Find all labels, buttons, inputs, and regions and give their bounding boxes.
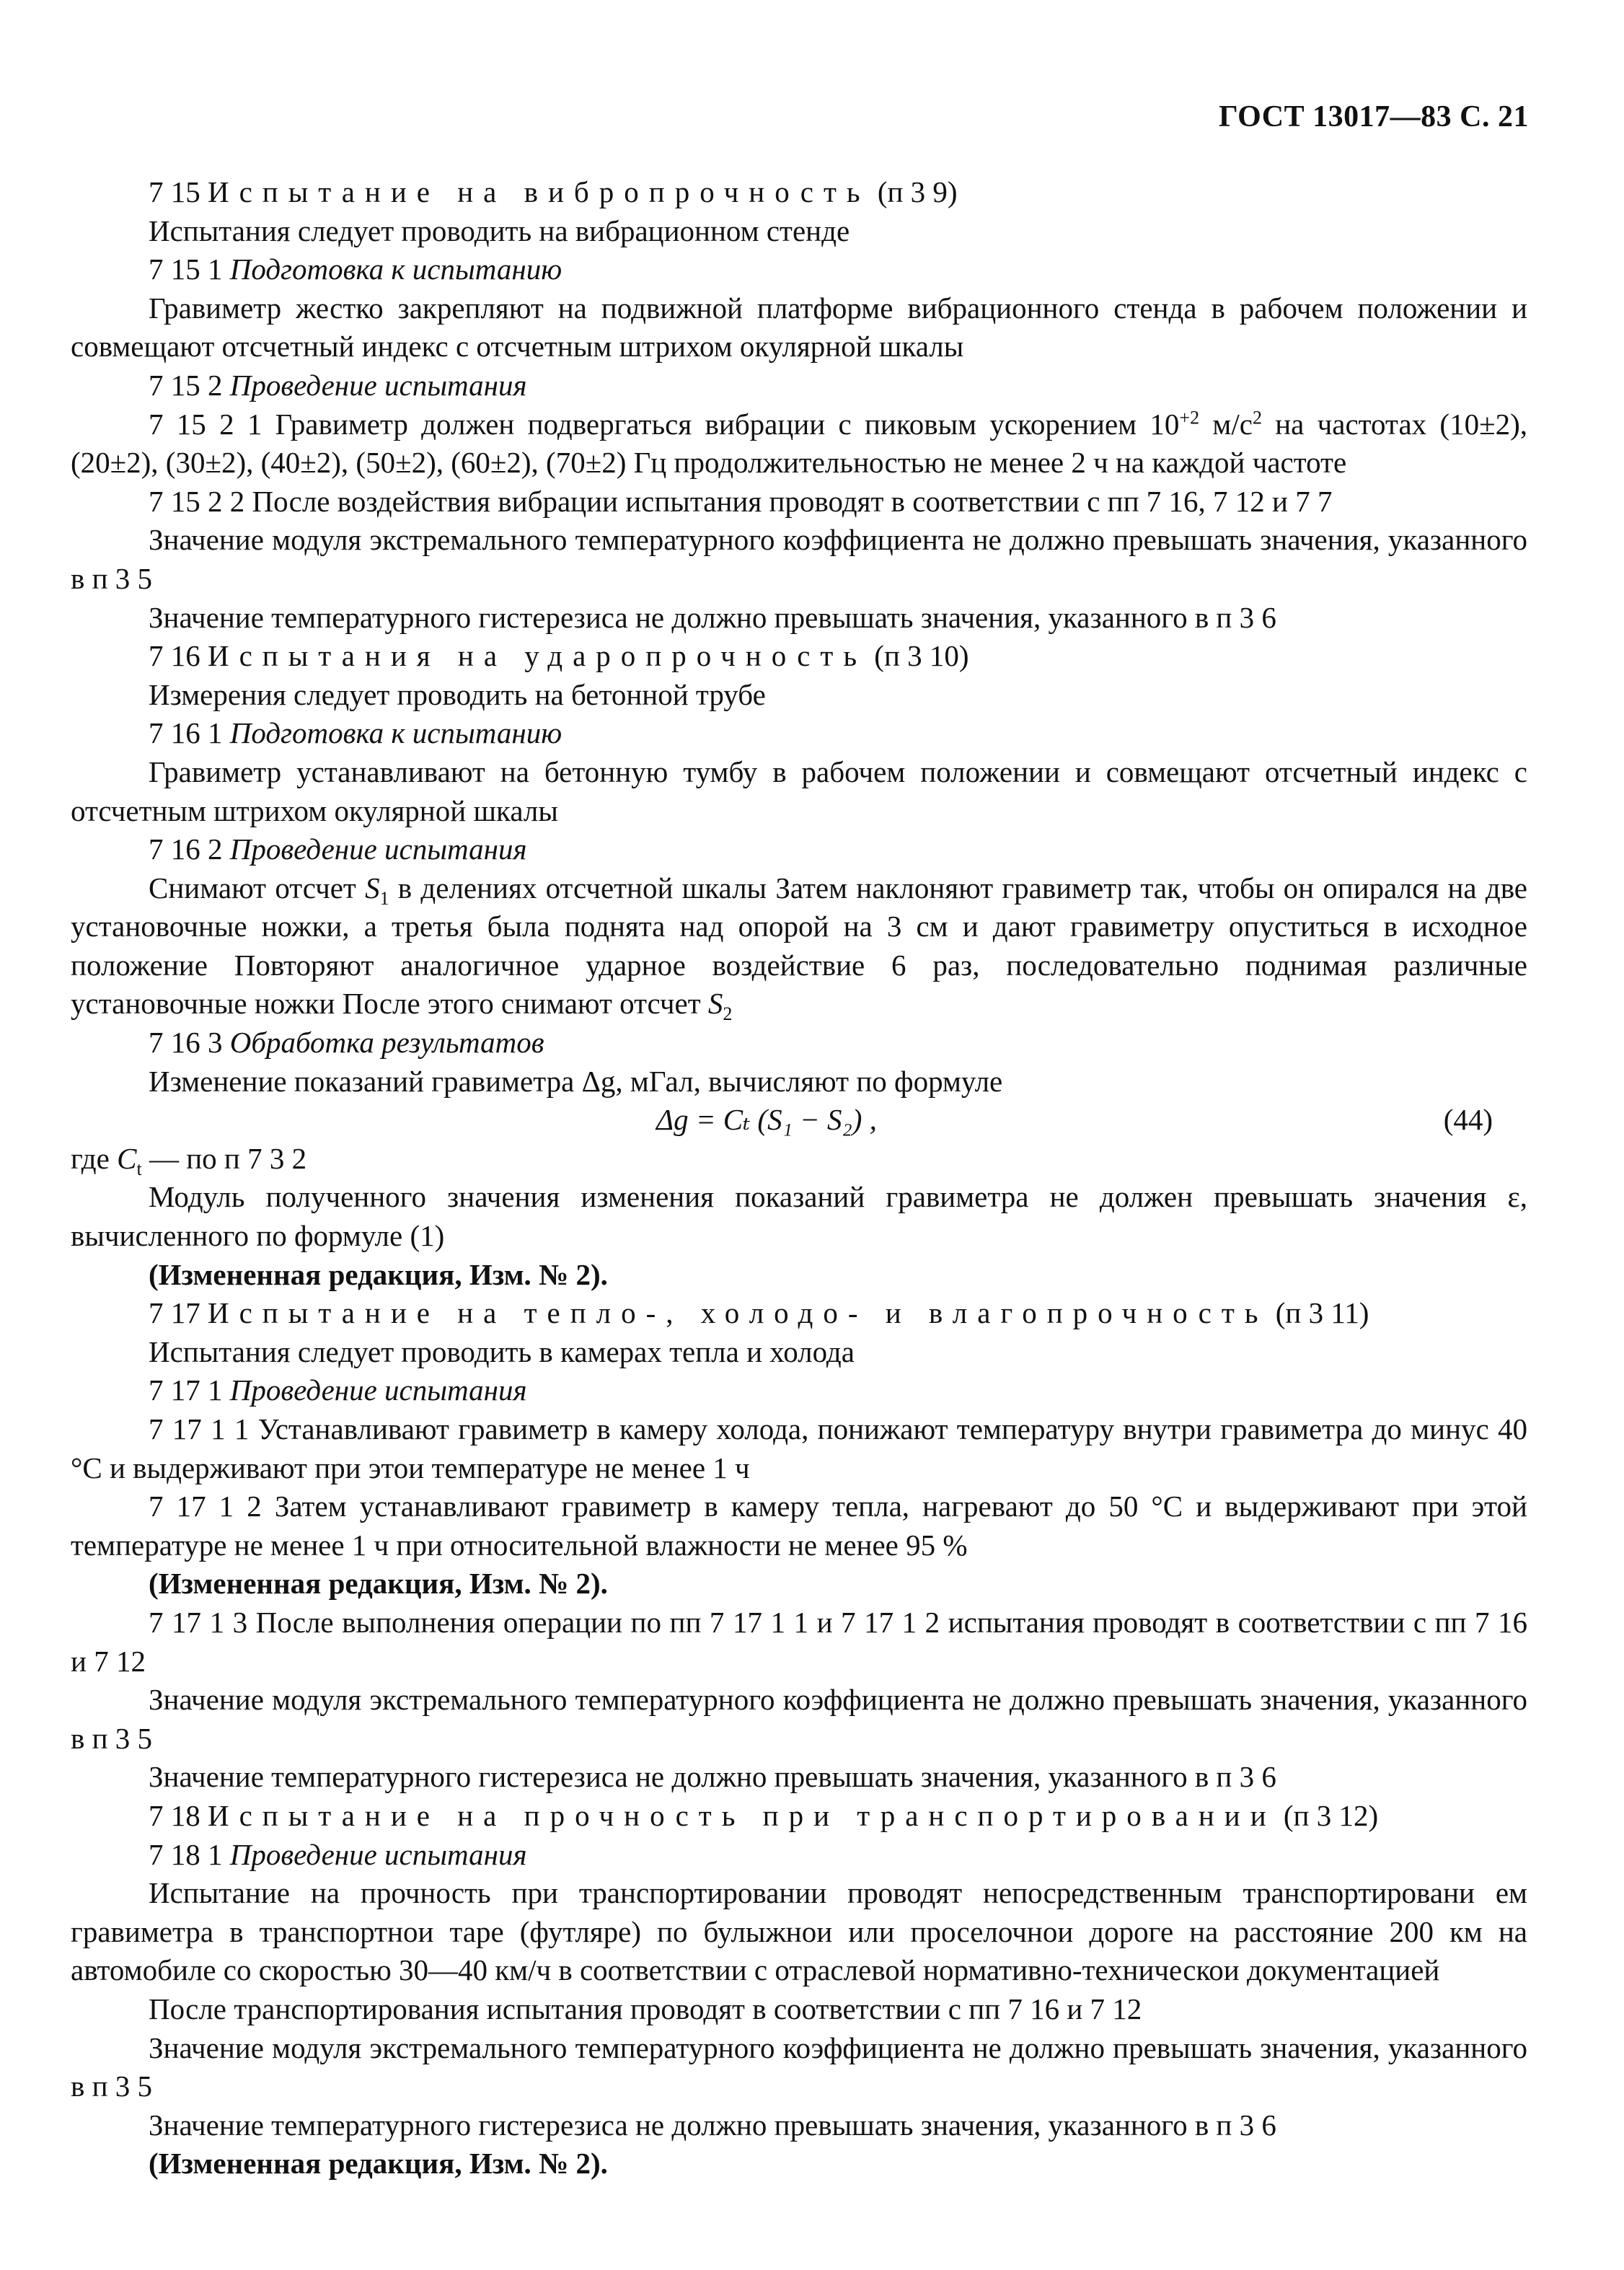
section-7-18-heading [71, 1797, 1527, 1836]
section-7-17-heading [71, 1294, 1527, 1333]
amendment-note: (Измененная редакция, Изм. № 2). [149, 2147, 608, 2181]
symbol: S [707, 987, 723, 1021]
section-number: 7 16 1 [149, 716, 223, 750]
text: 7 15 2 1 Гравиметр должен подвергаться вибрации с пиковым ускорением 10 [149, 407, 1180, 441]
section-number: 7 17 [149, 1296, 200, 1330]
superscript: +2 [1179, 406, 1200, 428]
paragraph: Изменение показаний гравиметра Δg, мГал, вычисляют по формуле [149, 1064, 1003, 1098]
paragraph: Значение модуля экстремального температурного коэффициента не должно превышать значения, указанного в п 3 5 [71, 523, 1527, 595]
paragraph: Значение температурного гистерезиса не должно превышать значения, указанного в п 3 6 [149, 2108, 1276, 2142]
subsection-7-18-1-heading [71, 1836, 1527, 1875]
where-clause [71, 1140, 1527, 1179]
subsection-7-16-1-heading [71, 714, 1527, 753]
page-header: ГОСТ 13017—83 С. 21 [1218, 100, 1529, 133]
paragraph: После транспортирования испытания проводят в соответствии с пп 7 16 и 7 12 [149, 1992, 1142, 2025]
paragraph: Гравиметр устанавливают на бетонную тумбу в рабочем положении и совмещают отсчетный индекс с отсчетным штрихом окулярной шкалы [71, 755, 1527, 827]
paragraph-7-15-2-1 [71, 405, 1527, 483]
paragraph-7-16-2 [71, 869, 1527, 1024]
section-7-16-heading [71, 637, 1527, 676]
section-title: Подготовка к испытанию [229, 716, 562, 750]
section-7-15-heading [71, 173, 1527, 212]
paragraph-7-15-2-2: 7 15 2 2 После воздействия вибрации испытания проводят в соответствии с пп 7 16, 7 12 и 7 7 [149, 484, 1333, 518]
equation-number: (44) [1443, 1103, 1493, 1137]
amendment-note: (Измененная редакция, Изм. № 2). [149, 1257, 608, 1291]
subscript: t [136, 1158, 142, 1180]
section-number: 7 16 [149, 639, 200, 673]
section-number: 7 15 1 [149, 252, 223, 286]
symbol: S [365, 871, 380, 905]
section-title: Испытание на прочность при транспортировании [208, 1798, 1276, 1832]
section-number: 7 17 1 [149, 1373, 223, 1407]
formula-44 [71, 1101, 1527, 1140]
section-title: Испытание на вибропрочность [208, 175, 870, 208]
paragraph: Испытание на прочность при транспортировании проводят непосредственным транспортировани ем гравиметра в транспортнои таре (футляре) по булыжнои или проселочнои дороге на расстояние 200 км на автомобиле со скоростью 30—40 км/ч в соответствии с отраслевой нормативно-техническои документацией [71, 1876, 1527, 1987]
paragraph: Значение температурного гистерезиса не должно превышать значения, указанного в п 3 6 [149, 600, 1276, 634]
section-title: Проведение испытания [229, 1837, 527, 1871]
paragraph-7-17-1-3: 7 17 1 3 После выполнения операции по пп 7 17 1 1 и 7 17 1 2 испытания проводят в соответствии с пп 7 16 и 7 12 [71, 1605, 1527, 1678]
paragraph: Значение модуля экстремального температурного коэффициента не должно превышать значения, указанного в п 3 5 [71, 2031, 1527, 2103]
symbol: C [117, 1141, 137, 1175]
subsection-7-16-2-heading [71, 830, 1527, 869]
section-number: 7 16 3 [149, 1026, 223, 1060]
amendment-note: (Измененная редакция, Изм. № 2). [149, 1567, 608, 1601]
text: на частотах (10±2), (20±2), (30±2), (40±2), (50±2), (60±2), (70±2) Гц продолжительностью не менее 2 ч на каждой частоте [71, 407, 1527, 480]
section-ref: (п 3 9) [877, 175, 958, 208]
paragraph: Измерения следует проводить на бетонной трубе [149, 677, 766, 711]
text: Снимают отсчет [149, 871, 366, 905]
text: — по п 7 3 2 [141, 1141, 307, 1175]
paragraph: Значение модуля экстремального температурного коэффициента не должно превышать значения, указанного в п 3 5 [71, 1683, 1527, 1755]
section-title: Обработка результатов [229, 1026, 544, 1060]
paragraph: Гравиметр жестко закрепляют на подвижной платформе вибрационного стенда в рабочем положении и совмещают отсчетный индекс с отсчетным штрихом окулярной шкалы [71, 291, 1527, 364]
subscript: 2 [723, 1003, 733, 1025]
paragraph: Значение температурного гистерезиса не должно превышать значения, указанного в п 3 6 [149, 1760, 1276, 1794]
section-title: Подготовка к испытанию [229, 252, 562, 286]
section-ref: (п 3 11) [1275, 1296, 1369, 1330]
subsection-7-15-1-heading [71, 250, 1527, 289]
paragraph-7-17-1-2: 7 17 1 2 Затем устанавливают гравиметр в камеру тепла, нагревают до 50 °С и выдерживают при этой температуре не менее 1 ч при относительной влажности не менее 95 % [71, 1490, 1527, 1562]
text: в делениях отсчетной шкалы Затем наклоняют гравиметр так, чтобы он опирался на две установочные ножки, а третья была поднята над опорой на 3 см и дают гравиметру опуститься в исходное положение Повторяют аналогичное ударное воздействие 6 раз, последовательно поднимая различные установочные ножки После этого снимают отсчет [71, 871, 1528, 1021]
section-title: Проведение испытания [229, 1373, 527, 1407]
section-number: 7 16 2 [149, 832, 223, 866]
paragraph: Модуль полученного значения изменения показаний гравиметра не должен превышать значения ε, вычисленного по формуле (1) [71, 1180, 1527, 1253]
subsection-7-16-3-heading [71, 1024, 1527, 1063]
section-number: 7 15 [149, 175, 200, 208]
section-title: Проведение испытания [229, 368, 527, 402]
document-body [71, 173, 1527, 2183]
section-ref: (п 3 10) [874, 639, 969, 673]
section-number: 7 18 [149, 1798, 200, 1832]
section-title: Проведение испытания [229, 832, 527, 866]
subscript: 1 [379, 887, 389, 909]
section-number: 7 18 1 [149, 1837, 223, 1871]
subsection-7-17-1-heading [71, 1371, 1527, 1410]
paragraph-7-17-1-1: 7 17 1 1 Устанавливают гравиметр в камеру холода, понижают температуру внутри гравиметра до минус 40 °С и выдерживают при этои температуре не менее 1 ч [71, 1412, 1527, 1484]
superscript: 2 [1252, 406, 1262, 428]
formula: Δg = Cₜ (S₁ − S₂) , [656, 1103, 877, 1137]
section-title: Испытание на тепло-, холодо- и влагопрочность [208, 1296, 1268, 1330]
text: м/с [1199, 407, 1253, 441]
paragraph: Испытания следует проводить в камерах тепла и холода [149, 1334, 855, 1368]
section-number: 7 15 2 [149, 368, 223, 402]
paragraph: Испытания следует проводить на вибрационном стенде [149, 214, 850, 247]
subsection-7-15-2-heading [71, 366, 1527, 405]
text: где [71, 1141, 118, 1175]
section-title: Испытания на ударопрочность [208, 639, 868, 673]
section-ref: (п 3 12) [1283, 1798, 1379, 1832]
